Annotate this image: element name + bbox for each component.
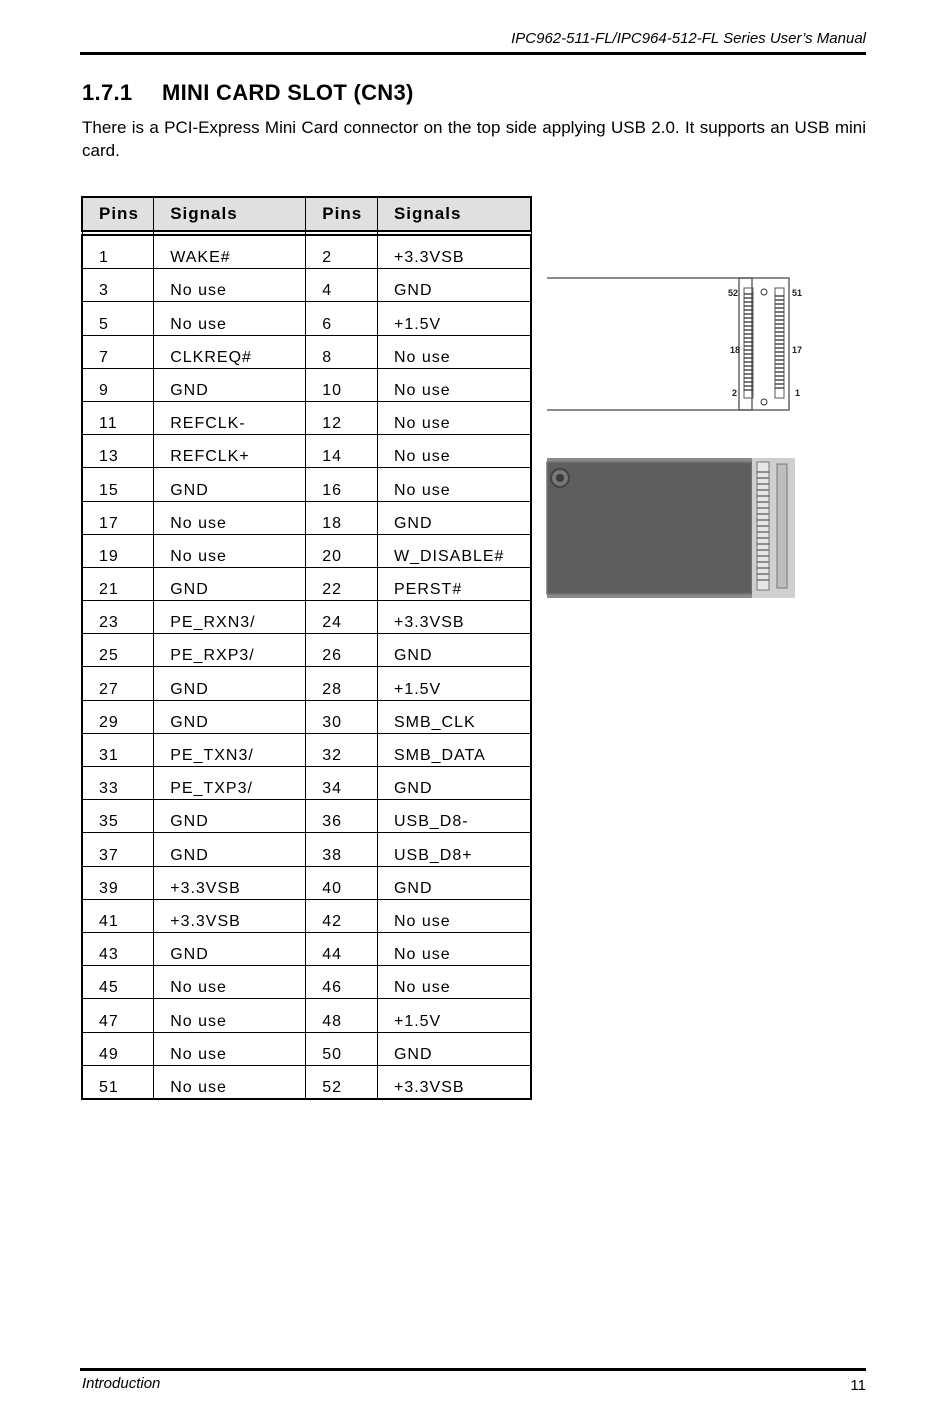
signal-cell: No use [154, 1032, 306, 1065]
signal-cell: No use [154, 269, 306, 302]
signal-cell: +3.3VSB [377, 601, 531, 634]
pin-table-header [82, 197, 531, 231]
pin-cell: 14 [306, 435, 378, 468]
pin-cell: 48 [306, 999, 378, 1032]
signal-cell: USB_D8- [377, 800, 531, 833]
pin-cell: 34 [306, 767, 378, 800]
pin-cell: 37 [82, 833, 154, 866]
pin-cell: 11 [82, 401, 154, 434]
signal-cell: No use [154, 501, 306, 534]
signal-cell: PERST# [377, 567, 531, 600]
table-row [82, 733, 531, 766]
pin-cell: 50 [306, 1032, 378, 1065]
signal-cell: CLKREQ# [154, 335, 306, 368]
signal-cell: GND [154, 932, 306, 965]
signal-cell: +3.3VSB [154, 899, 306, 932]
pin-cell: 7 [82, 335, 154, 368]
signal-cell: +3.3VSB [377, 1065, 531, 1099]
pin-table [81, 196, 532, 1100]
pin-cell: 22 [306, 567, 378, 600]
pin-cell: 26 [306, 634, 378, 667]
table-row [82, 335, 531, 368]
pin-cell: 1 [82, 235, 154, 269]
signal-cell: USB_D8+ [377, 833, 531, 866]
pin-cell: 12 [306, 401, 378, 434]
connector-photo [547, 458, 795, 598]
pin-cell: 2 [306, 235, 378, 269]
table-row [82, 269, 531, 302]
signal-cell: GND [377, 269, 531, 302]
table-row [82, 833, 531, 866]
signal-cell: No use [377, 899, 531, 932]
signal-cell: No use [377, 401, 531, 434]
table-row [82, 567, 531, 600]
table-row [82, 932, 531, 965]
pin-label-2: 2 [732, 388, 738, 398]
pin-cell: 28 [306, 667, 378, 700]
header-pins-1: Pins [82, 197, 154, 231]
pin-cell: 32 [306, 733, 378, 766]
signal-cell: No use [154, 1065, 306, 1099]
pin-cell: 19 [82, 534, 154, 567]
table-row [82, 700, 531, 733]
pin-cell: 51 [82, 1065, 154, 1099]
pin-cell: 21 [82, 567, 154, 600]
signal-cell: +1.5V [377, 667, 531, 700]
pin-cell: 44 [306, 932, 378, 965]
signal-cell: No use [154, 999, 306, 1032]
signal-cell: REFCLK- [154, 401, 306, 434]
signal-cell: GND [377, 767, 531, 800]
footer-rule [80, 1368, 866, 1371]
pin-cell: 46 [306, 966, 378, 999]
page-number: 11 [850, 1377, 866, 1394]
pin-cell: 5 [82, 302, 154, 335]
header-pins-2: Pins [306, 197, 378, 231]
pin-cell: 15 [82, 468, 154, 501]
table-row [82, 1032, 531, 1065]
intro-paragraph: There is a PCI-Express Mini Card connector on the top side applying USB 2.0. It supports an USB mini card. [82, 118, 866, 160]
table-row [82, 235, 531, 269]
pin-cell: 3 [82, 269, 154, 302]
signal-cell: No use [377, 435, 531, 468]
pin-label-51: 51 [792, 288, 803, 298]
pin-cell: 47 [82, 999, 154, 1032]
table-row [82, 999, 531, 1032]
pin-cell: 18 [306, 501, 378, 534]
signal-cell: PE_TXP3/ [154, 767, 306, 800]
signal-cell: No use [154, 302, 306, 335]
signal-cell: +1.5V [377, 999, 531, 1032]
pin-cell: 41 [82, 899, 154, 932]
table-row [82, 800, 531, 833]
pin-label-52: 52 [728, 288, 739, 298]
pin-cell: 20 [306, 534, 378, 567]
table-row [82, 302, 531, 335]
pin-cell: 4 [306, 269, 378, 302]
pin-cell: 40 [306, 866, 378, 899]
table-row [82, 866, 531, 899]
pin-cell: 24 [306, 601, 378, 634]
signal-cell: GND [154, 833, 306, 866]
footer-chapter: Introduction [82, 1375, 161, 1392]
signal-cell: GND [154, 667, 306, 700]
signal-cell: No use [377, 368, 531, 401]
table-row [82, 401, 531, 434]
connector-diagram [547, 278, 803, 410]
signal-cell: GND [154, 700, 306, 733]
signal-cell: SMB_DATA [377, 733, 531, 766]
signal-cell: No use [377, 966, 531, 999]
signal-cell: GND [377, 501, 531, 534]
signal-cell: No use [154, 966, 306, 999]
pin-cell: 13 [82, 435, 154, 468]
signal-cell: GND [154, 800, 306, 833]
table-row [82, 435, 531, 468]
pin-cell: 17 [82, 501, 154, 534]
pin-cell: 31 [82, 733, 154, 766]
signal-cell: PE_RXP3/ [154, 634, 306, 667]
table-row [82, 966, 531, 999]
signal-cell: No use [154, 534, 306, 567]
table-row [82, 1065, 531, 1099]
pin-label-1: 1 [795, 388, 801, 398]
pin-cell: 36 [306, 800, 378, 833]
section-title: MINI CARD SLOT (CN3) [162, 80, 414, 105]
pin-cell: 25 [82, 634, 154, 667]
signal-cell: GND [377, 1032, 531, 1065]
signal-cell: +1.5V [377, 302, 531, 335]
section-number: 1.7.1 [82, 80, 133, 105]
signal-cell: PE_RXN3/ [154, 601, 306, 634]
signal-cell: No use [377, 468, 531, 501]
signal-cell: +3.3VSB [377, 235, 531, 269]
header-signals-1: Signals [154, 197, 306, 231]
pin-cell: 8 [306, 335, 378, 368]
pin-cell: 33 [82, 767, 154, 800]
table-row [82, 368, 531, 401]
signal-cell: No use [377, 335, 531, 368]
pin-cell: 29 [82, 700, 154, 733]
pin-cell: 23 [82, 601, 154, 634]
pin-cell: 16 [306, 468, 378, 501]
table-row [82, 767, 531, 800]
pin-cell: 42 [306, 899, 378, 932]
manual-title: IPC962-511-FL/IPC964-512-FL Series User’s Manual [511, 30, 866, 47]
pin-cell: 52 [306, 1065, 378, 1099]
signal-cell: GND [154, 368, 306, 401]
signal-cell: W_DISABLE# [377, 534, 531, 567]
table-row [82, 899, 531, 932]
section-heading [82, 80, 414, 106]
pin-cell: 27 [82, 667, 154, 700]
table-row [82, 667, 531, 700]
pin-cell: 38 [306, 833, 378, 866]
pin-cell: 45 [82, 966, 154, 999]
table-row [82, 634, 531, 667]
signal-cell: GND [154, 567, 306, 600]
pin-cell: 39 [82, 866, 154, 899]
table-row [82, 501, 531, 534]
signal-cell: GND [377, 866, 531, 899]
signal-cell: REFCLK+ [154, 435, 306, 468]
pin-cell: 35 [82, 800, 154, 833]
signal-cell: WAKE# [154, 235, 306, 269]
pin-label-18: 18 [730, 345, 741, 355]
signal-cell: +3.3VSB [154, 866, 306, 899]
signal-cell: GND [377, 634, 531, 667]
signal-cell: GND [154, 468, 306, 501]
pin-cell: 9 [82, 368, 154, 401]
pin-cell: 10 [306, 368, 378, 401]
pin-table-body [82, 231, 531, 1099]
pin-cell: 6 [306, 302, 378, 335]
table-row [82, 601, 531, 634]
pin-cell: 49 [82, 1032, 154, 1065]
pin-label-17: 17 [792, 345, 803, 355]
table-row [82, 468, 531, 501]
table-row [82, 534, 531, 567]
signal-cell: No use [377, 932, 531, 965]
header-signals-2: Signals [377, 197, 531, 231]
pin-cell: 43 [82, 932, 154, 965]
signal-cell: SMB_CLK [377, 700, 531, 733]
header-rule [80, 52, 866, 55]
pin-cell: 30 [306, 700, 378, 733]
signal-cell: PE_TXN3/ [154, 733, 306, 766]
